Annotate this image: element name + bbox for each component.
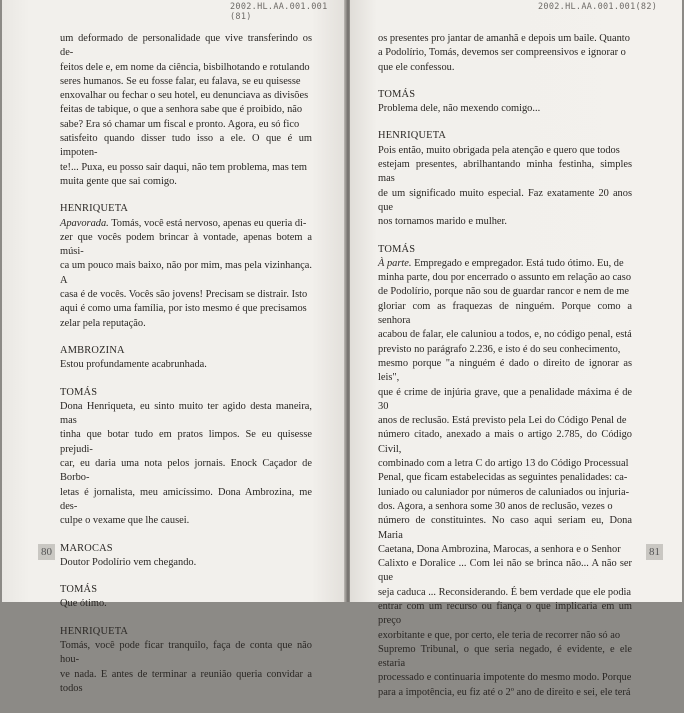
right-page xyxy=(350,0,682,698)
text-line: Dona Henriqueta, eu sinto muito ter agido desta maneira, mas xyxy=(60,400,312,427)
left-page xyxy=(2,0,346,694)
text-line: Supremo Tribunal, o que seria negado, é evidente, e ele estaria xyxy=(378,643,632,670)
speaker-name: TOMÁS xyxy=(378,243,416,255)
text-line xyxy=(60,217,312,231)
text-line: minha parte, dou por encerrado o assunto em relação ao caso xyxy=(378,272,632,284)
text-line: letas é jornalista, meu amicíssimo. Dona Ambrozina, me des- xyxy=(60,486,312,512)
text-line: seres humanos. Se eu fosse falar, eu falava, se eu quisesse xyxy=(60,75,301,87)
stage-direction: À parte. xyxy=(378,257,412,269)
text-line: mesmo porque "a ninguém é dado o direito de ignorar as leis", xyxy=(378,357,632,384)
text-line: acabou de falar, ele caluniou a todos, e, no código penal, está xyxy=(378,329,632,341)
text-line: luniado ou caluniador por números de caluniados ou injuria- xyxy=(378,486,630,498)
text-line: culpe o vexame que lhe causei. xyxy=(60,515,190,527)
text-line: de um significado muito especial. Faz exatamente 20 anos que xyxy=(378,187,632,213)
text-line: exorbitante e que, por certo, ele teria de recorrer não só ao xyxy=(378,629,621,641)
speaker-name: HENRIQUETA xyxy=(378,130,447,142)
text-line: estejam presentes, abrilhantando minha festinha, simples mas xyxy=(378,159,632,185)
text-line: de Podolírio, porque não sou de guardar rancor e nem de me xyxy=(378,286,630,298)
text-line: car, eu daria uma nota pelos jornais. Enock Caçador de Borbo- xyxy=(60,458,312,484)
text-line: zelar pela reputação. xyxy=(60,317,146,329)
text-line: entrar com um recurso ou fiança o que implicaria em um preço xyxy=(378,600,632,627)
archive-stamp: 2002.HL.AA.001.001 (81) xyxy=(230,2,328,22)
text-line xyxy=(378,257,632,271)
dialogue-block xyxy=(60,583,312,612)
archive-stamp: 2002.HL.AA.001.001(82) xyxy=(538,2,658,12)
text-line: número de constituintes. No caso aqui seriam eu, Dona Maria xyxy=(378,515,632,541)
text-line: gloriar com as fraquezas de ninguém. Porque como a senhora xyxy=(378,300,632,327)
dialogue-block xyxy=(378,243,632,701)
stage-direction: Apavorada. xyxy=(60,217,109,229)
page-text xyxy=(378,32,632,713)
dialogue-block xyxy=(60,344,312,373)
speaker-name: MAROCAS xyxy=(60,542,113,554)
speaker-name: HENRIQUETA xyxy=(60,203,129,215)
text-line: aqui é como uma família, por isto mesmo é que precisamos xyxy=(60,303,307,315)
text-line: Que ótimo. xyxy=(60,598,107,610)
dialogue-block xyxy=(378,129,632,229)
text-line: combinado com a letra C do artigo 13 do Código Processual xyxy=(378,458,629,470)
text-line: ve nada. E antes de terminar a reunião queria convidar a todos xyxy=(60,668,312,694)
page-text xyxy=(60,32,312,709)
speaker-name: AMBROZINA xyxy=(60,344,125,356)
text-line: que é crime de injúria grave, que a penalidade máxima é de 30 xyxy=(378,386,632,412)
page-number: 81 xyxy=(646,544,663,560)
dialogue-block xyxy=(60,542,312,571)
text-line: os presentes pro jantar de amanhã e depois um baile. Quanto xyxy=(378,33,630,44)
line-text: Empregado e empregador. Está tudo ótimo. Eu, de xyxy=(411,257,624,269)
text-line: muita gente que sai comigo. xyxy=(60,175,177,187)
dialogue-block xyxy=(60,202,312,331)
speaker-name: HENRIQUETA xyxy=(60,625,129,637)
text-line: casa é de vocês. Vocês são jovens! Precisam se distrair. Isto xyxy=(60,289,308,301)
text-line: Tomás, você pode ficar tranquilo, faça de conta que não hou- xyxy=(60,639,312,666)
speaker-name: TOMÁS xyxy=(378,88,416,100)
dialogue-block xyxy=(60,386,312,529)
text-line: anos de reclusão. Está previsto pela Lei do Código Penal de xyxy=(378,415,627,427)
dialogue-block xyxy=(378,32,632,75)
text-line: Estou profundamente acabrunhada. xyxy=(60,359,207,371)
text-line: sabe? Era só chamar um fiscal e pronto. Agora, eu só fico xyxy=(60,118,300,130)
text-line: a Podolírio, Tomás, devemos ser compreensivos e ignorar o xyxy=(378,47,626,59)
text-line: Pois então, muito obrigada pela atenção e quero que todos xyxy=(378,144,620,156)
text-line: Calixto e Doralice ... Com lei não se brinca não... A não ser que xyxy=(378,558,632,584)
text-line: feitos dele e, em nome da ciência, bisbilhotando e rotulando xyxy=(60,61,310,73)
text-line: Problema dele, não mexendo comigo... xyxy=(378,103,541,115)
text-line: previsto no parágrafo 2.236, e isto é do seu conhecimento, xyxy=(378,343,621,355)
dialogue-block xyxy=(60,32,312,189)
text-line: tinha que botar tudo em pratos limpos. Se eu quisesse prejudi- xyxy=(60,429,312,455)
speaker-name: TOMÁS xyxy=(60,584,98,596)
text-line: Penal, que ficam estabelecidas as seguintes penalidades: ca- xyxy=(378,472,628,484)
text-line: dos. Agora, a senhora some 30 anos de reclusão, vezes o xyxy=(378,500,613,512)
text-line: te!... Puxa, eu posso sair daqui, não tem problema, mas tem xyxy=(60,161,308,173)
text-line: zer que vocês podem brincar à vontade, apenas botem a músi- xyxy=(60,231,312,258)
text-line: ca um pouco mais baixo, não por mim, mas pela vizinhança. A xyxy=(60,260,312,286)
text-line: enxovalhar ou fechar o seu hotel, eu denunciava as divisões xyxy=(60,90,309,102)
text-line: que ele confessou. xyxy=(378,61,455,73)
text-line: número citado, anexado a mais o artigo 2.785, do Código Civil, xyxy=(378,429,632,455)
text-line: um deformado de personalidade que vive transferindo os de- xyxy=(60,33,312,59)
text-line: para a impotência, eu fiz até o 2º ano de direito e sei, ele terá xyxy=(378,686,631,698)
dialogue-block xyxy=(378,88,632,117)
text-line: feitas de tabique, o que a senhora sabe que é proibido, não xyxy=(60,104,303,116)
line-text: Tomás, você está nervoso, apenas eu queria di- xyxy=(108,217,307,229)
text-line: seja caduca ... Reconsiderando. É bem verdade que ele podia xyxy=(378,586,632,598)
text-line: Caetana, Dona Ambrozina, Marocas, a senhora e o Senhor xyxy=(378,543,621,555)
text-line: nos tornamos marido e mulher. xyxy=(378,216,507,228)
page-number: 80 xyxy=(38,544,55,560)
text-line: Doutor Podolírio vem chegando. xyxy=(60,556,197,568)
dialogue-block xyxy=(60,625,312,696)
speaker-name: TOMÁS xyxy=(60,386,98,398)
text-line: processado e continuaria impotente do mesmo modo. Porque xyxy=(378,672,632,684)
text-line: satisfeito quando disser tudo isso a ele. O que é um impoten- xyxy=(60,133,312,159)
